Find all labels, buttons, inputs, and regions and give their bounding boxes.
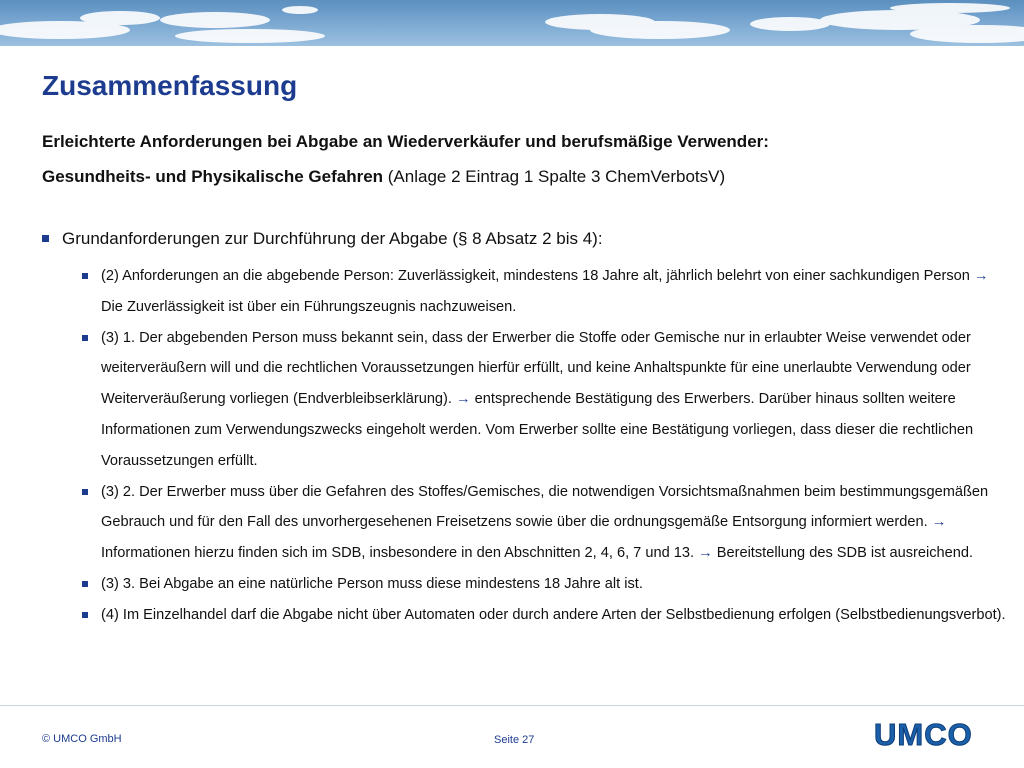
arrow-right-icon: → xyxy=(973,268,989,284)
requirements-list xyxy=(101,261,1006,631)
bullet-square-icon xyxy=(82,273,88,279)
main-bullet-text: Grundanforderungen zur Durchführung der Abgabe (§ 8 Absatz 2 bis 4): xyxy=(62,229,603,248)
subtitle-hazards-rest: (Anlage 2 Eintrag 1 Spalte 3 ChemVerbotsV) xyxy=(383,167,726,186)
list-item xyxy=(101,600,1006,631)
item-text: (3) 2. Der Erwerber muss über die Gefahren des Stoffes/Gemisches, die notwendigen Vorsichtsmaßnahmen beim bestimmungsgemäßen Gebrauch und für den Fall des unvorhergesehenen Freisetzens sowie über die ordnungsgemäße Entsorgung informiert werden. xyxy=(101,483,989,531)
subtitle-requirements: Erleichterte Anforderungen bei Abgabe an Wiederverkäufer und berufsmäßige Verwender: xyxy=(42,132,769,151)
list-item xyxy=(101,477,1006,569)
list-item xyxy=(101,261,1006,323)
item-text: (3) 3. Bei Abgabe an eine natürliche Person muss diese mindestens 18 Jahre alt ist. xyxy=(101,575,643,592)
bullet-square-icon xyxy=(82,581,88,587)
logo-text: UMCO xyxy=(874,717,973,750)
subtitle-hazards-bold: Gesundheits- und Physikalische Gefahren xyxy=(42,167,384,186)
bullet-square-icon xyxy=(82,489,88,495)
item-text: (2) Anforderungen an die abgebende Person: Zuverlässigkeit, mindestens 18 Jahre alt, jährlich belehrt von einer sachkundigen Person xyxy=(101,268,974,284)
item-text: (4) Im Einzelhandel darf die Abgabe nicht über Automaten oder durch andere Arten der Selbstbedienung erfolgen (Selbstbedienungsverbot). xyxy=(101,606,1006,623)
bullet-square-icon xyxy=(82,612,88,618)
item-text: Informationen hierzu finden sich im SDB, insbesondere in den Abschnitten 2, 4, 6, 7 und 13. xyxy=(101,545,699,562)
arrow-right-icon: → xyxy=(456,391,471,408)
page-number: Seite 27 xyxy=(494,734,535,746)
cloud-decoration xyxy=(0,0,1024,46)
arrow-right-icon: → xyxy=(931,514,947,531)
copyright: © UMCO GmbH xyxy=(42,733,122,745)
umco-logo xyxy=(872,716,982,750)
page-title: Zusammenfassung xyxy=(42,70,298,101)
sky-banner xyxy=(0,0,1024,46)
item-text: entsprechende Bestätigung des Erwerbers. Darüber hinaus sollten weitere Informationen zum Verwendungszwecks eingeholt werden. Vom Erwerber sollte eine Bestätigung vorliegen, dass dieser die rechtlichen Voraussetzungen erfüllt. xyxy=(101,391,974,469)
bullet-square-icon xyxy=(82,335,88,341)
bullet-square-icon xyxy=(42,235,49,242)
footer-divider xyxy=(0,705,1024,706)
item-text: Bereitstellung des SDB ist ausreichend. xyxy=(712,545,974,562)
item-text: (3) 1. Der abgebenden Person muss bekannt sein, dass der Erwerber die Stoffe oder Gemische nur in erlaubter Weise verwendet oder weiterveräußern will und die rechtlichen Voraussetzungen hierfür erfüllt, und keine Anhaltspunkte für eine unerlaubte Verwendung oder Weiterveräußerung vorliegen (Endverbleibserklärung). xyxy=(101,329,971,408)
item-text: Die Zuverlässigkeit ist über ein Führungszeugnis nachzuweisen. xyxy=(101,298,517,315)
list-item xyxy=(101,569,1006,600)
subtitle-hazards xyxy=(42,167,725,187)
arrow-right-icon: → xyxy=(698,545,713,562)
list-item xyxy=(101,323,1006,477)
